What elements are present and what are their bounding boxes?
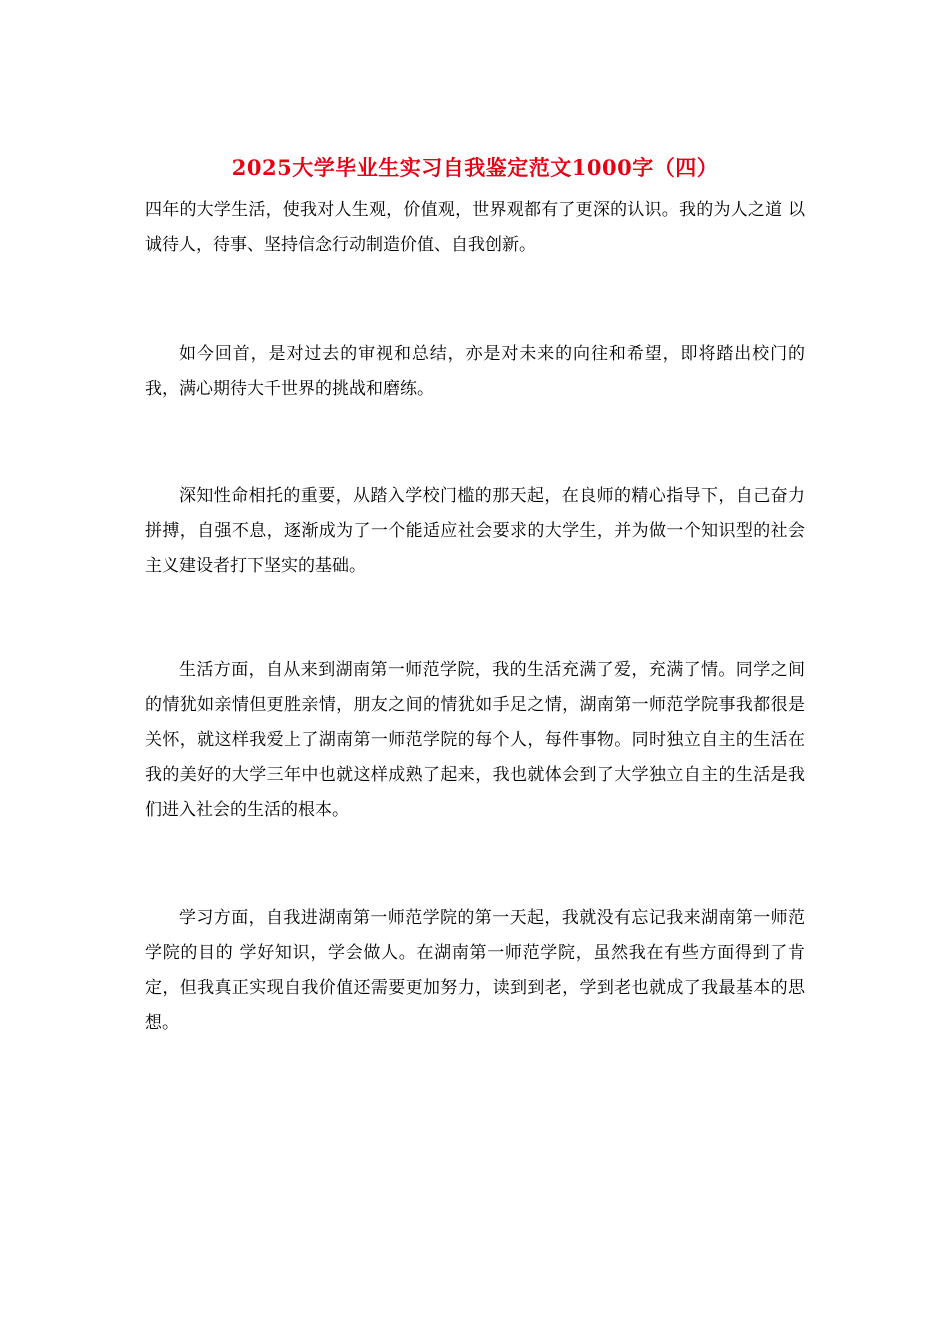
paragraph-study: 学习方面，自我进湖南第一师范学院的第一天起，我就没有忘记我来湖南第一师范学院的目的 学好知识，学会做人。在湖南第一师范学院，虽然我在有些方面得到了肯定，但我真正实现自我价值还需要更加努力，读到到老，学到老也就成了我最基本的思想。 — [145, 908, 805, 1033]
document-title: 2025大学毕业生实习自我鉴定范文1000字（四） — [231, 155, 719, 180]
paragraph-intro: 四年的大学生活，使我对人生观，价值观，世界观都有了更深的认识。我的为人之道 以诚待人，待事、坚持信念行动制造价值、自我创新。 — [145, 200, 805, 255]
paragraph-life: 生活方面，自从来到湖南第一师范学院，我的生活充满了爱，充满了情。同学之间的情犹如亲情但更胜亲情，朋友之间的情犹如手足之情，湖南第一师范学院事我都很是关怀，就这样我爱上了湖南第一师范学院的每个人，每件事物。同时独立自主的生活在我的美好的大学三年中也就这样成熟了起来，我也就体会到了大学独立自主的生活是我们进入社会的生活的根本。 — [145, 660, 805, 820]
paragraph-growth: 深知性命相托的重要，从踏入学校门槛的那天起，在良师的精心指导下，自己奋力拼搏，自强不息，逐渐成为了一个能适应社会要求的大学生，并为做一个知识型的社会主义建设者打下坚实的基础。 — [145, 486, 805, 576]
paragraph-reflection: 如今回首，是对过去的审视和总结，亦是对未来的向往和希望，即将踏出校门的我，满心期待大千世界的挑战和磨练。 — [145, 344, 805, 399]
